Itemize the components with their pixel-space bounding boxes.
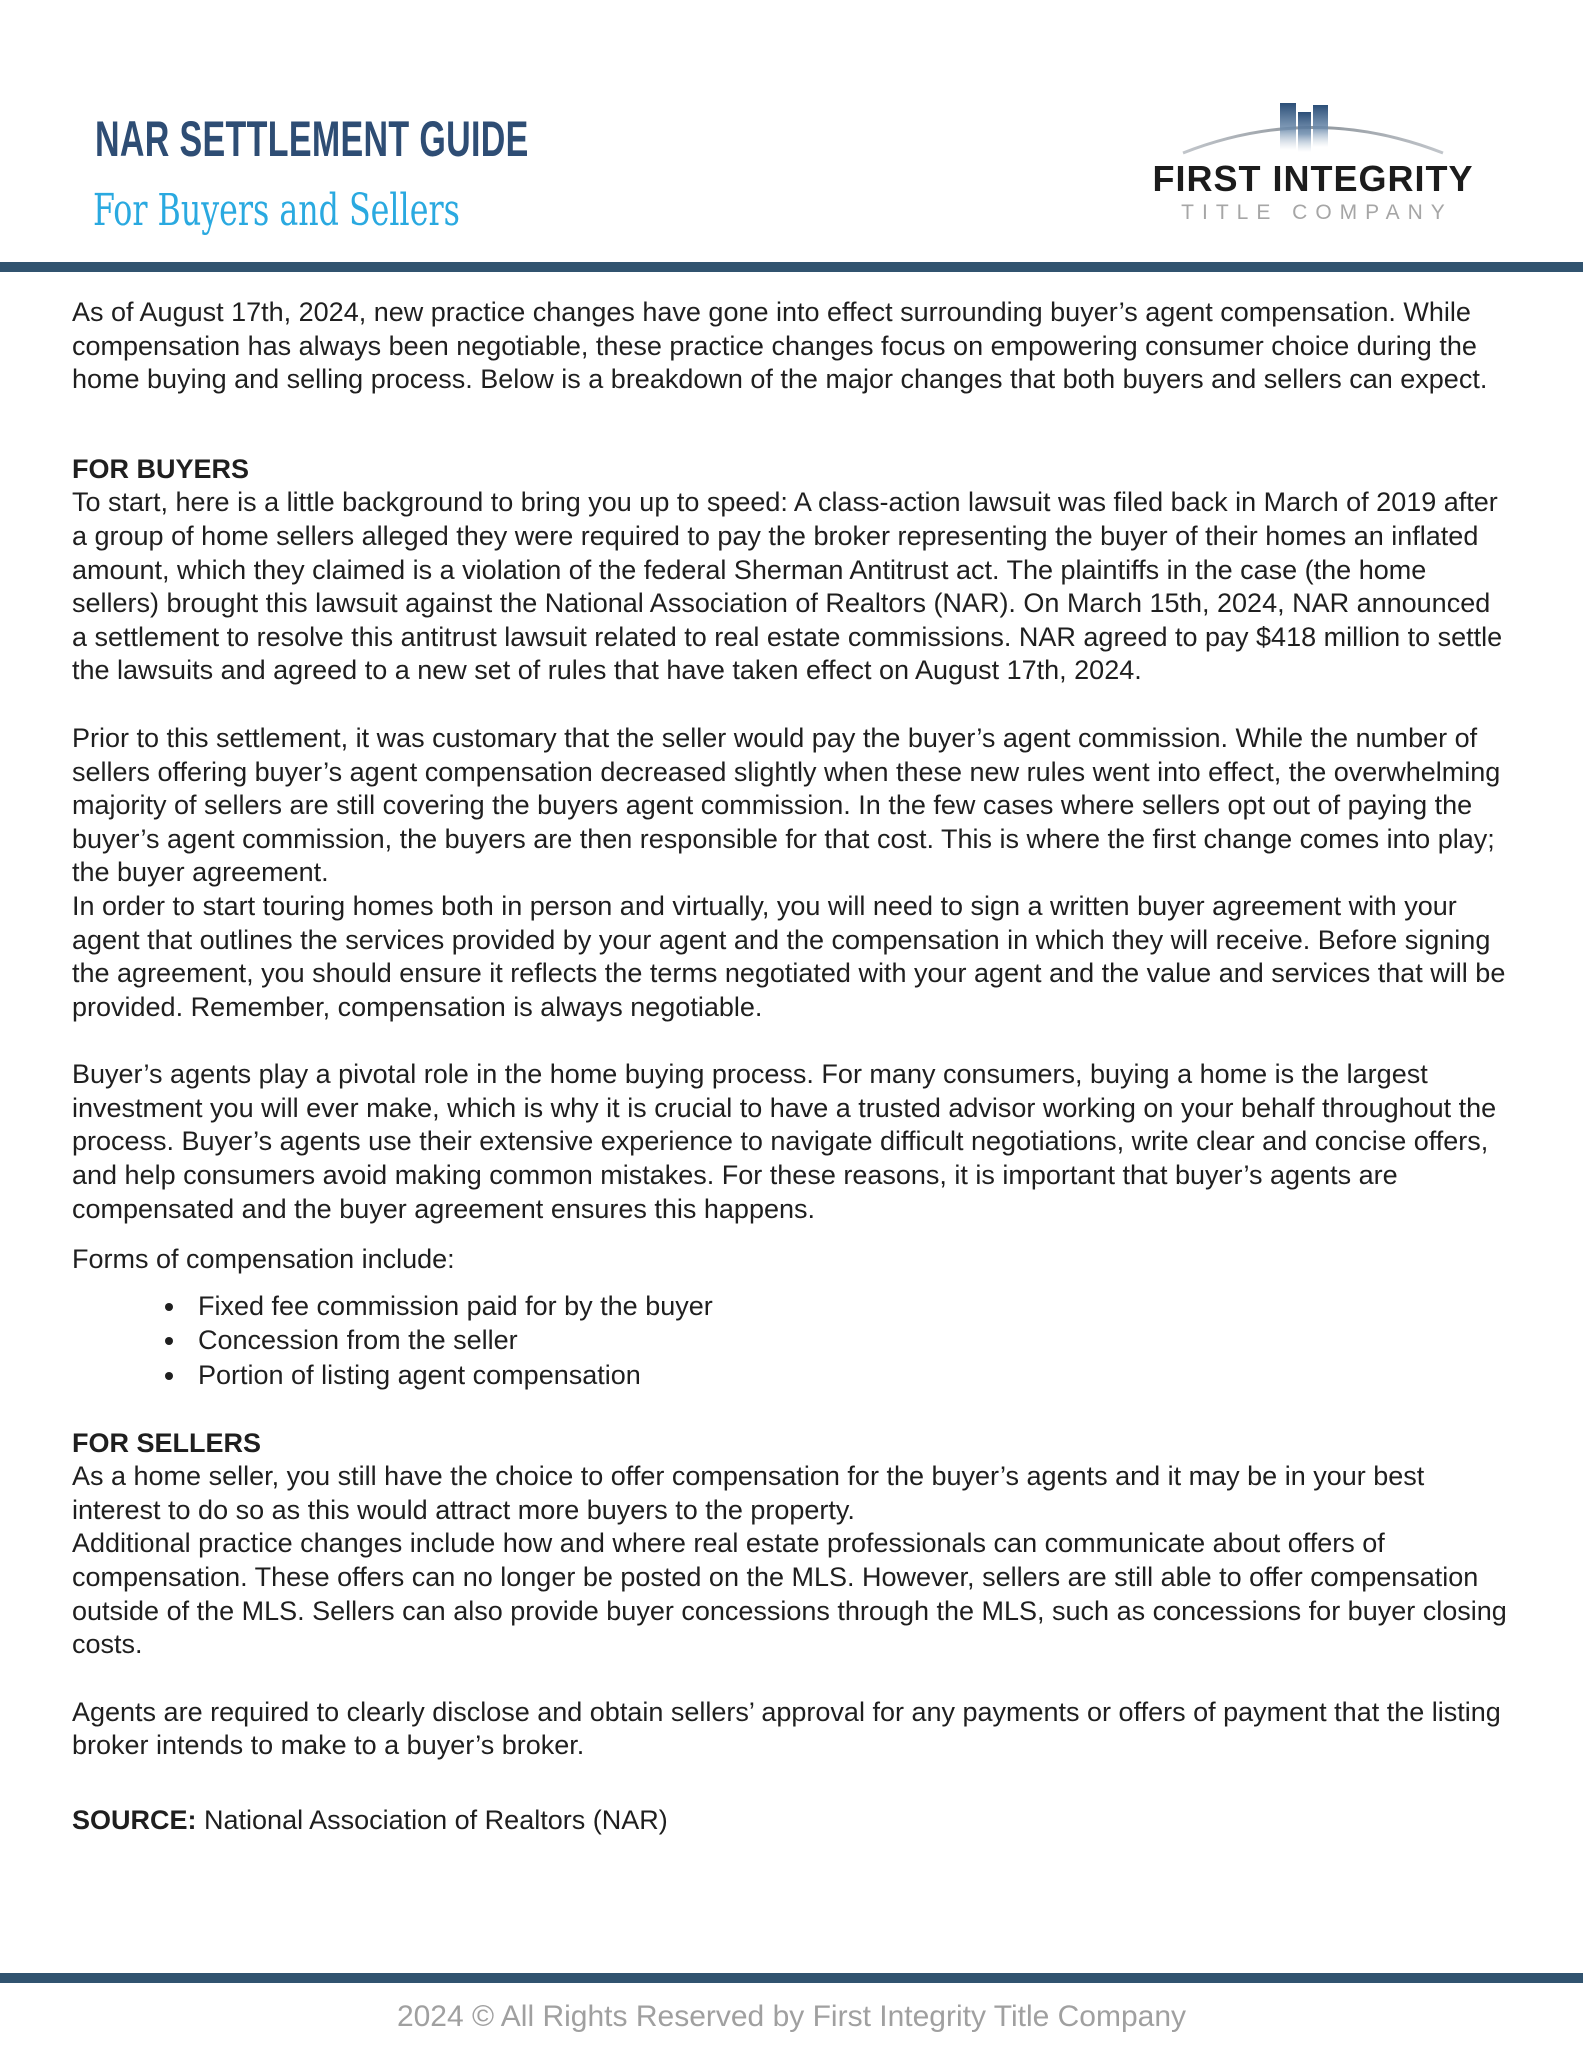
buyers-paragraph-4: Buyer’s agents play a pivotal role in the home buying process. For many consumers, buying a home is the largest investment you will ever make, which is why it is crucial to have a trusted advisor working on your behalf throughout the process. Buyer’s agents use their extensive experience to navigate difficult negotiations, write clear and concise offers, and help consumers avoid making common mistakes. For these reasons, it is important that buyer’s agents are compensated and the buyer agreement ensures this happens. xyxy=(72,1059,1497,1224)
page-subtitle: For Buyers and Sellers xyxy=(93,185,460,236)
page-title: NAR SETTLEMENT GUIDE xyxy=(95,111,529,167)
buyers-paragraph-1: To start, here is a little background to bring you up to speed: A class-action lawsuit was filed back in March of 2019 after a group of home sellers alleged they were required to pay the broker representing the buyer of their homes an inflated amount, which they claimed is a violation of the federal Sherman Antitrust act. The plaintiffs in the case (the home sellers) brought this lawsuit against the National Association of Realtors (NAR). On March 15th, 2024, NAR announced a settlement to resolve this antitrust lawsuit related to real estate commissions. NAR agreed to pay $418 million to settle the lawsuits and agreed to a new set of rules that have taken effect on August 17th, 2024. xyxy=(72,487,1503,686)
buyers-paragraph-2: Prior to this settlement, it was customary that the seller would pay the buyer’s agent commission. While the number of sellers offering buyer’s agent compensation decreased slightly when these new rules went into effect, the overwhelming majority of sellers are still covering the buyers agent commission. In the few cases where sellers opt out of paying the buyer’s agent commission, the buyers are then responsible for that cost. This is where the first change comes into play; the buyer agreement. xyxy=(72,722,1501,888)
source-line xyxy=(72,1804,1511,1838)
source-value: National Association of Realtors (NAR) xyxy=(196,1804,668,1835)
footer-divider xyxy=(0,1973,1583,1983)
buyers-paragraph-3: In order to start touring homes both in person and virtually, you will need to sign a written buyer agreement with your agent that outlines the services provided by your agent and the compensation in which they will receive. Before signing the agreement, you should ensure it reflects the terms negotiated with your agent and the value and services that will be provided. Remember, compensation is always negotiable. xyxy=(72,890,1506,1022)
for-buyers-heading: FOR BUYERS xyxy=(72,453,250,484)
skyline-buildings-arc-icon xyxy=(1113,92,1513,164)
sellers-paragraph-2: Additional practice changes include how and where real estate professionals can communicate about offers of compensation. These offers can no longer be posted on the MLS. However, sellers are still able to offer compensation outside of the MLS. Sellers can also provide buyer concessions through the MLS, such as concessions for buyer closing costs. xyxy=(72,1528,1507,1660)
forms-of-compensation-label: Forms of compensation include: xyxy=(72,1244,455,1275)
document-footer xyxy=(0,1973,1583,2048)
document-header xyxy=(0,0,1583,262)
bullet-item: • Concession from the seller xyxy=(188,1324,1511,1358)
logo-company-name: FIRST INTEGRITY xyxy=(1152,158,1474,199)
for-sellers-heading: FOR SELLERS xyxy=(72,1427,262,1458)
company-logo xyxy=(1113,92,1513,225)
bullet-item: • Fixed fee commission paid for by the buyer xyxy=(188,1290,1511,1324)
header-divider xyxy=(0,262,1583,272)
bullet-item: • Portion of listing agent compensation xyxy=(188,1359,1511,1393)
source-label: SOURCE: xyxy=(72,1804,197,1835)
document-body xyxy=(0,272,1583,1838)
sellers-paragraph-1: As a home seller, you still have the choice to offer compensation for the buyer’s agents and it may be in your best interest to do so as this would attract more buyers to the property. xyxy=(72,1461,1425,1525)
logo-tagline: TITLE COMPANY xyxy=(1181,201,1453,224)
compensation-bullet-list xyxy=(188,1290,1511,1393)
copyright-text: 2024 © All Rights Reserved by First Integrity Title Company xyxy=(396,2000,1187,2033)
sellers-paragraph-3: Agents are required to clearly disclose and obtain sellers’ approval for any payments or offers of payment that the listing broker intends to make to a buyer’s broker. xyxy=(72,1696,1501,1761)
intro-paragraph: As of August 17th, 2024, new practice changes have gone into effect surrounding buyer’s agent compensation. While compensation has always been negotiable, these practice changes focus on empowering consumer choice during the home buying and selling process. Below is a breakdown of the major changes that both buyers and sellers can expect. xyxy=(72,297,1488,395)
